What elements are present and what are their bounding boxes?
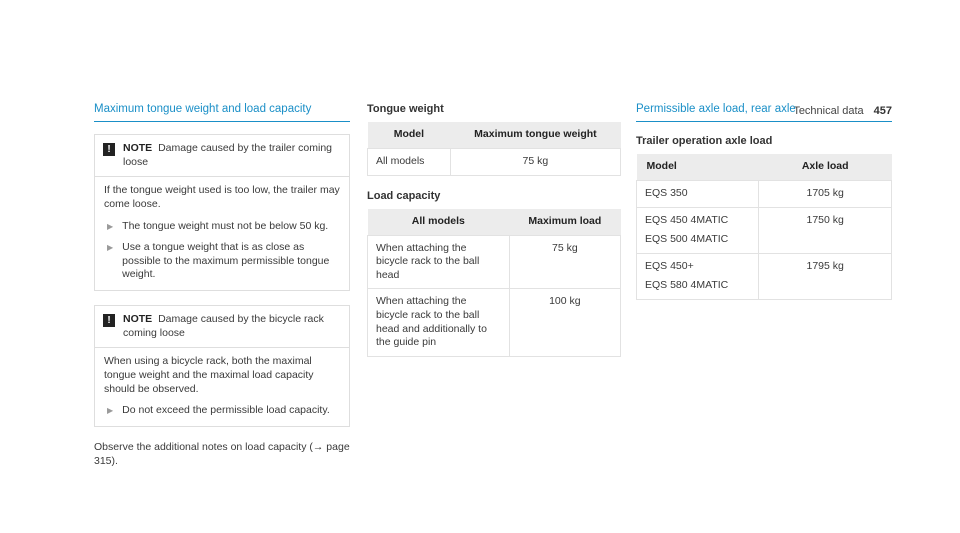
- load-capacity-title: Load capacity: [367, 189, 441, 202]
- note-label: NOTE: [123, 313, 153, 326]
- warning-icon: !: [103, 314, 115, 327]
- tongue-weight-table: [367, 122, 621, 175]
- note-heading: Damage caused by the bicycle rack coming loose: [123, 313, 324, 339]
- step-arrow-icon: ▶: [107, 221, 114, 231]
- table-header: All models: [368, 209, 510, 235]
- tongue-weight-title: Tongue weight: [367, 103, 444, 115]
- page-number: 457: [873, 105, 892, 117]
- note-label: NOTE: [123, 141, 153, 154]
- note-bicycle-rack: [94, 305, 350, 427]
- step-item: ▶ The tongue weight must not be below 50 kg.: [107, 219, 329, 232]
- table-header: Model: [637, 154, 759, 180]
- column-left: [94, 102, 350, 468]
- table-header: Model: [368, 122, 451, 148]
- table-row: When attaching the bicycle rack to the ball head and additionally to the guide pin 100 kg: [368, 289, 621, 357]
- step-item: ▶ Do not exceed the permissible load capacity.: [107, 404, 330, 417]
- load-capacity-table: [367, 209, 621, 357]
- table-row: EQS 450+ EQS 580 4MATIC 1795 kg: [637, 253, 892, 299]
- note-heading: Damage caused by the trailer coming loose: [123, 141, 333, 168]
- axle-load-table: [636, 154, 892, 300]
- table-row: EQS 450 4MATIC EQS 500 4MATIC 1750 kg: [637, 207, 892, 253]
- observe-link-text[interactable]: Observe the additional notes on load capacity (→ page 315).: [94, 440, 350, 467]
- step-arrow-icon: ▶: [107, 406, 114, 416]
- section-title-tongue-load: Maximum tongue weight and load capacity: [94, 102, 350, 122]
- table-row: EQS 350 1705 kg: [637, 180, 892, 207]
- section-name: Technical data: [793, 105, 864, 117]
- warning-icon: !: [103, 143, 115, 156]
- table-row: All models 75 kg: [368, 148, 621, 175]
- column-middle: [367, 102, 621, 370]
- step-arrow-icon: ▶: [107, 243, 114, 253]
- axle-load-subtitle: Trailer operation axle load: [636, 134, 773, 147]
- note-trailer: [94, 134, 350, 291]
- table-header: Axle load: [759, 154, 892, 180]
- step-item: ▶ Use a tongue weight that is as close as possible to the maximum permissible tongue weight.: [107, 241, 330, 281]
- note-text: If the tongue weight used is too low, the trailer may come loose.: [104, 184, 340, 210]
- table-header: Maximum tongue weight: [450, 122, 620, 148]
- column-right: [636, 102, 892, 313]
- note-text: When using a bicycle rack, both the maximal tongue weight and the maximal load capacity should be observed.: [104, 355, 314, 395]
- table-header: Maximum load: [509, 209, 620, 235]
- section-title-axle-load: Permissible axle load, rear axle: [636, 102, 892, 122]
- table-row: When attaching the bicycle rack to the ball head 75 kg: [368, 235, 621, 289]
